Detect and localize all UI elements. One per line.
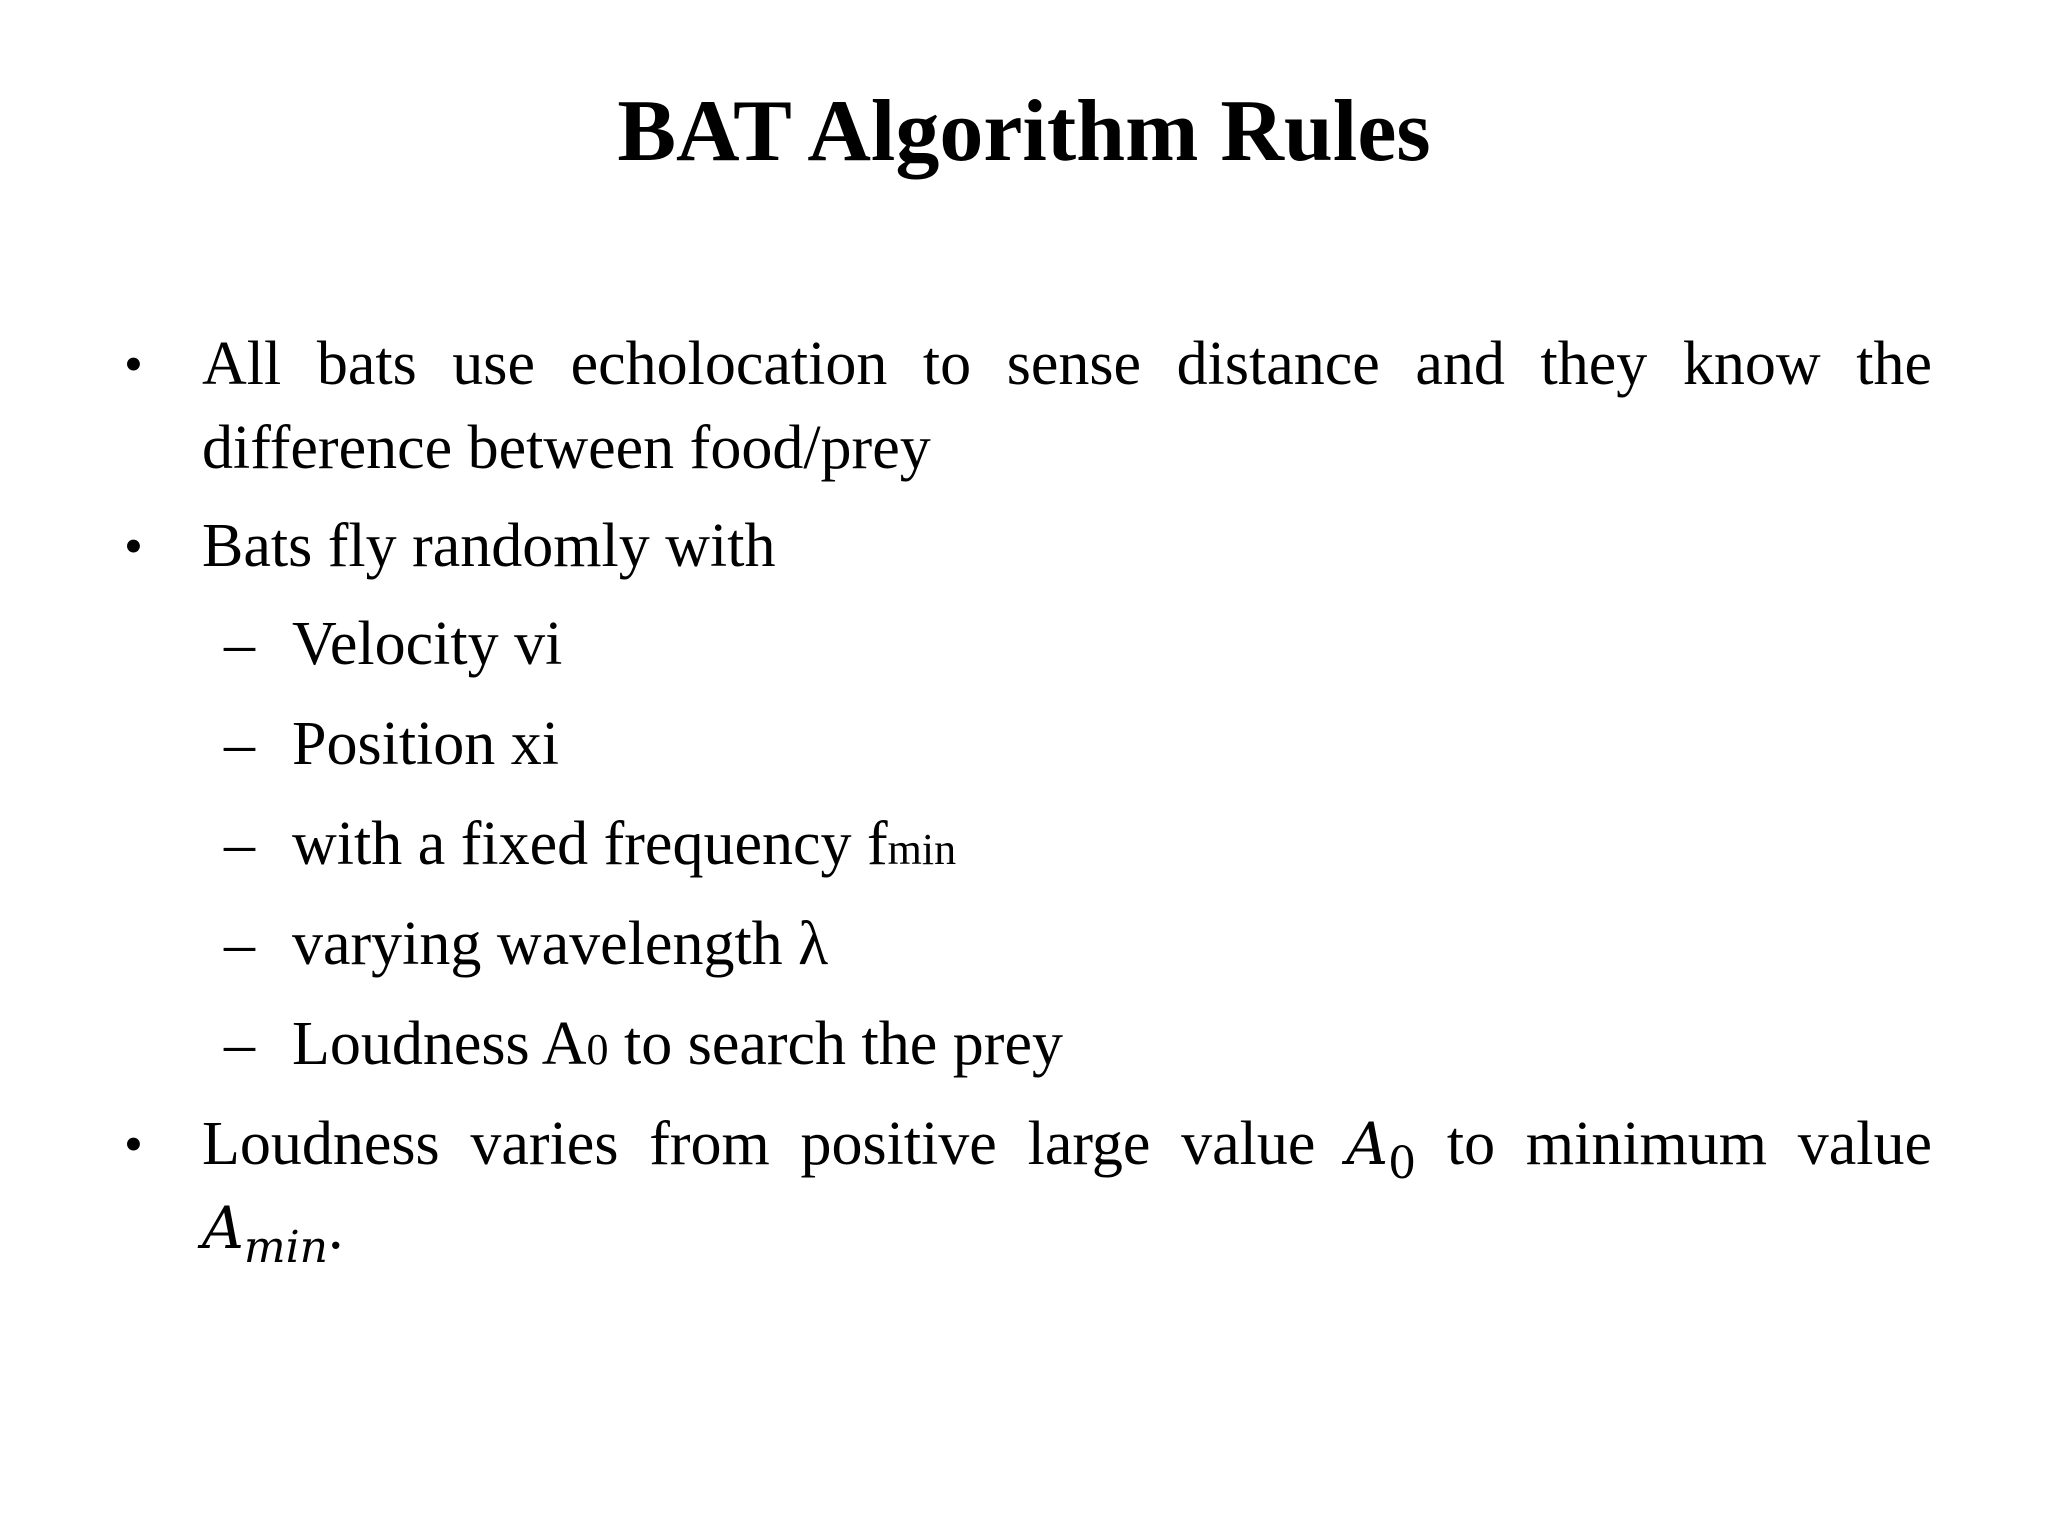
math-a0 (1346, 1110, 1417, 1189)
bullet-icon: • (124, 516, 143, 576)
math-base: A (202, 1194, 244, 1262)
slide-content (120, 322, 1933, 1273)
sub-item-text: Velocity vi (292, 610, 563, 678)
sub-item (120, 702, 1932, 802)
sub-item (120, 602, 1932, 702)
bullet-text: All bats use echolocation to sense distance and they know the difference between food/prey (202, 330, 1932, 482)
subscript-text: min (887, 825, 957, 874)
bullet-icon: • (124, 1114, 143, 1174)
bullet-item (120, 504, 1932, 588)
slide-title: BAT Algorithm Rules (617, 83, 1431, 180)
dash-icon: – (224, 610, 255, 678)
bullet-text: . (328, 1194, 344, 1262)
dash-icon: – (224, 810, 255, 878)
subscript-text: 0 (586, 1025, 609, 1074)
bullet-text: to minimum value (1446, 1110, 1933, 1178)
bullet-text: Bats fly randomly with (202, 512, 776, 580)
bullet-item (120, 322, 1932, 490)
sub-item (120, 1002, 1932, 1102)
sub-item-text: to search the prey (608, 1010, 1063, 1078)
sub-item-text: Position xi (292, 710, 560, 778)
sub-item-text: with a fixed frequency f (292, 810, 888, 878)
dash-icon: – (224, 910, 255, 978)
bullet-text: Loudness varies from positive large value (202, 1110, 1316, 1178)
math-base: A (1346, 1110, 1389, 1178)
math-amin (202, 1194, 329, 1273)
bullet-item (120, 1102, 1933, 1273)
sub-item (120, 802, 1932, 902)
sub-item-text: varying wavelength λ (292, 910, 829, 978)
bullet-icon: • (124, 334, 143, 394)
dash-icon: – (224, 1010, 255, 1078)
sub-item-text: Loudness A (292, 1010, 587, 1078)
math-subscript: 0 (1388, 1138, 1417, 1189)
dash-icon: – (224, 710, 255, 778)
math-subscript: min (243, 1222, 329, 1273)
sub-item (120, 902, 1932, 1002)
